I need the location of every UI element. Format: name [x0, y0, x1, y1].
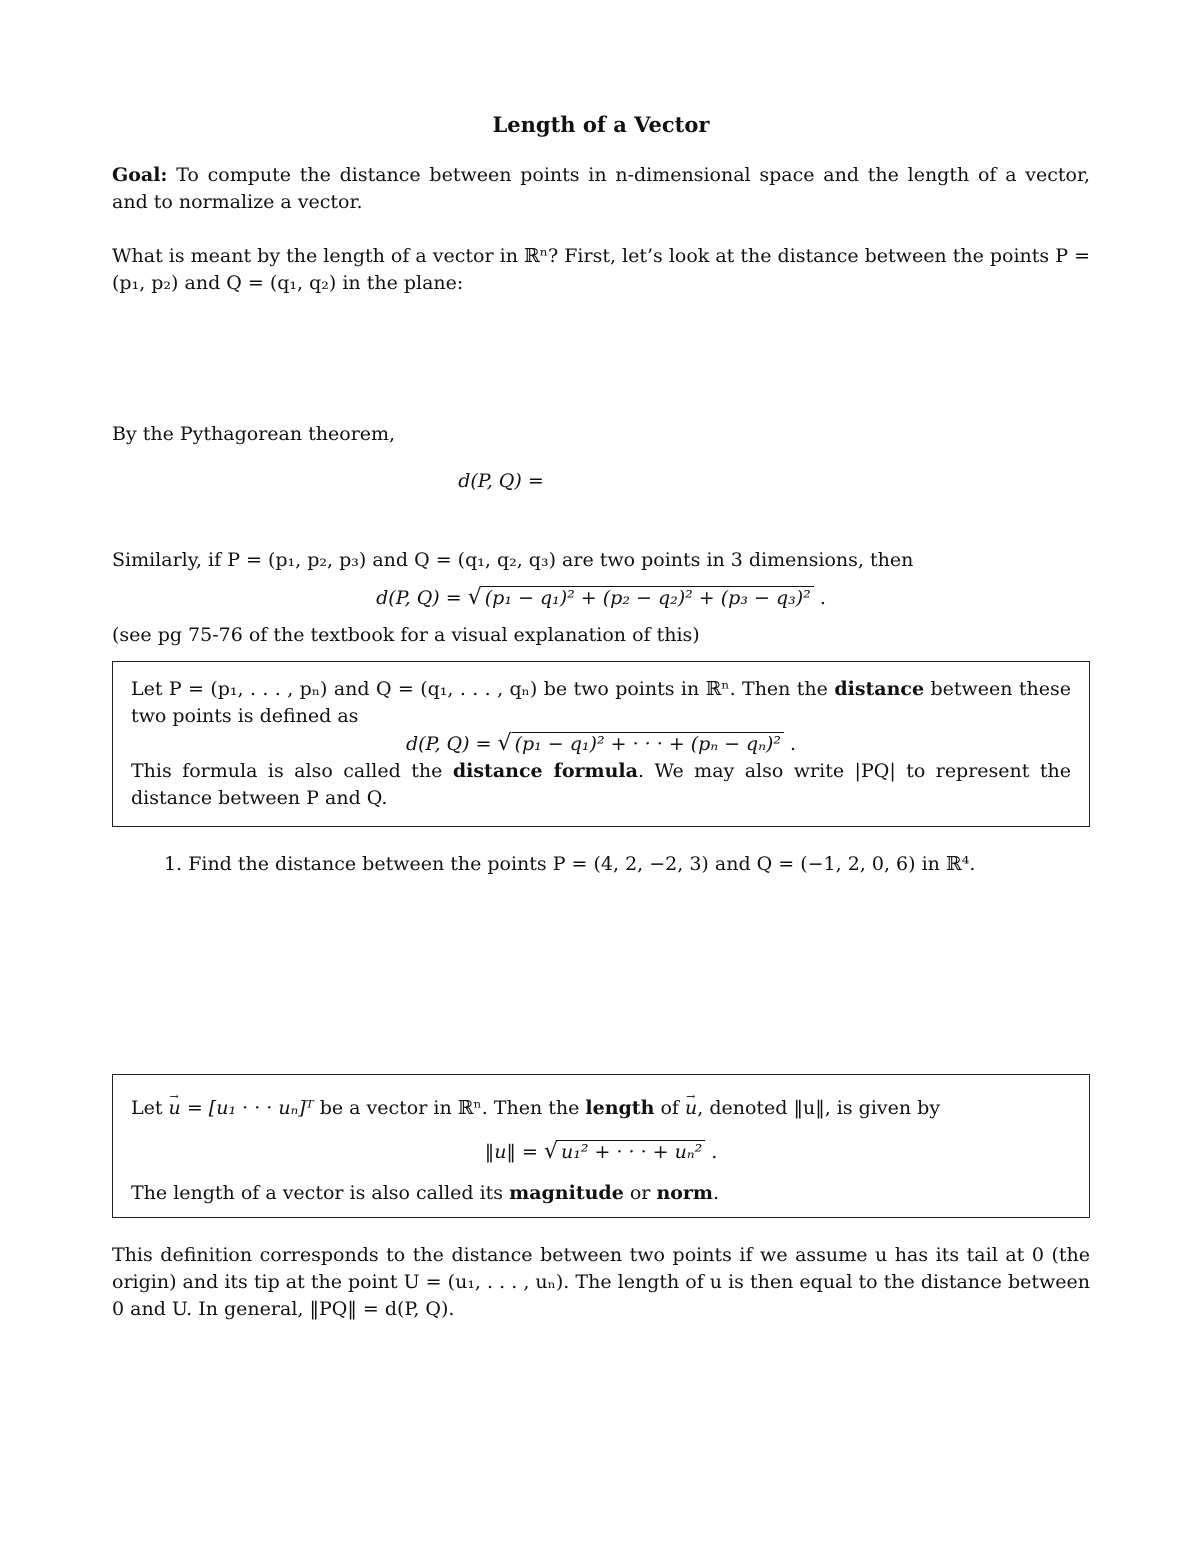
intro-paragraph — [112, 243, 1090, 297]
three-d-radicand: (p₁ − q₁)² + (p₂ − q₂)² + (p₃ − q₃)² — [482, 586, 814, 609]
length-definition-box — [112, 1074, 1090, 1218]
goal-text: To compute the distance between points in n-dimensional space and the length of a vector, and to normalize a vector. — [112, 164, 1090, 213]
distance-definition-box — [112, 661, 1090, 827]
distance-radicand: (p₁ − q₁)² + · · · + (pₙ − qₙ)² — [512, 732, 784, 755]
distance-formula-note: This formula is also called the distance formula. We may also write |PQ| to represent the distance between P and Q. — [131, 760, 1072, 809]
distance-term: distance — [834, 678, 925, 700]
magnitude-term: magnitude — [509, 1182, 624, 1204]
norm-radicand: u₁² + · · · + uₙ² — [558, 1140, 705, 1163]
sqrt-symbol: √ (p₁ − q₁)² + (p₂ − q₂)² + (p₃ − q₃)² — [468, 584, 814, 612]
norm-formula: ‖u‖ = √ u₁² + · · · + uₙ² . — [484, 1139, 718, 1164]
plane-blank-space — [112, 297, 1090, 421]
distance-formula: d(P, Q) = √ (p₁ − q₁)² + · · · + (pₙ − qₙ)² . — [405, 731, 797, 756]
exercise-number: 1. — [164, 853, 183, 875]
goal-label: Goal: — [112, 164, 168, 186]
goal-paragraph — [112, 162, 1090, 216]
three-d-lhs: d(P, Q) = — [376, 587, 462, 609]
distance-formula-term: distance formula — [452, 760, 638, 782]
exercise-blank-space — [112, 878, 1090, 1074]
sqrt-symbol: √ u₁² + · · · + uₙ² — [544, 1138, 705, 1166]
u-components: = [u₁ · · · uₙ]ᵀ — [186, 1097, 314, 1119]
three-d-equation: d(P, Q) = √ (p₁ − q₁)² + (p₂ − q₂)² + (p₃ − q₃)² . — [376, 585, 826, 610]
page-title: Length of a Vector — [492, 112, 710, 137]
intro-line-1: What is meant by the length of a vector in ℝⁿ? First, let’s look at the distance between the points — [112, 245, 1050, 267]
length-term: length — [585, 1097, 655, 1119]
three-d-lead: Similarly, if P = (p₁, p₂, p₃) and Q = (q₁, q₂, q₃) are two points in 3 dimensions, then — [112, 549, 914, 571]
closing-paragraph: This definition corresponds to the distance between two points if we assume u has its tail at 0 (the origin) and its tip at the point U = (u₁, . . . , uₙ). The length of u is then equal to the distance between 0 and U. In general, ‖PQ‖ = d(P, Q). — [112, 1244, 1090, 1320]
pythagorean-equation: d(P, Q) = — [458, 470, 544, 492]
exercise-text: Find the distance between the points P = (4, 2, −2, 3) and Q = (−1, 2, 0, 6) in ℝ⁴. — [188, 853, 976, 875]
intro-line-2: P = (p₁, p₂) and Q = (q₁, q₂) in the plane: — [112, 245, 1091, 294]
exercise-list — [112, 851, 1090, 878]
pythagorean-lead: By the Pythagorean theorem, — [112, 423, 396, 445]
textbook-note: (see pg 75-76 of the textbook for a visual explanation of this) — [112, 624, 700, 646]
sqrt-symbol: √ (p₁ − q₁)² + · · · + (pₙ − qₙ)² — [498, 730, 784, 758]
document-page — [112, 108, 1090, 1323]
magnitude-note: The length of a vector is also called its magnitude or norm. — [131, 1182, 720, 1204]
length-intro: Let → u = [u₁ · · · uₙ]ᵀ be a vector in ℝⁿ. Then the length of → u, denoted ‖u‖, is given by — [131, 1095, 1071, 1122]
distance-intro: Let P = (p₁, . . . , pₙ) and Q = (q₁, . . . , qₙ) be two points in ℝⁿ. Then the distance between these two points is defined as — [131, 678, 1071, 727]
u-vector: → u — [169, 1095, 181, 1122]
norm-term: norm — [656, 1182, 714, 1204]
exercise-item — [164, 851, 1090, 878]
